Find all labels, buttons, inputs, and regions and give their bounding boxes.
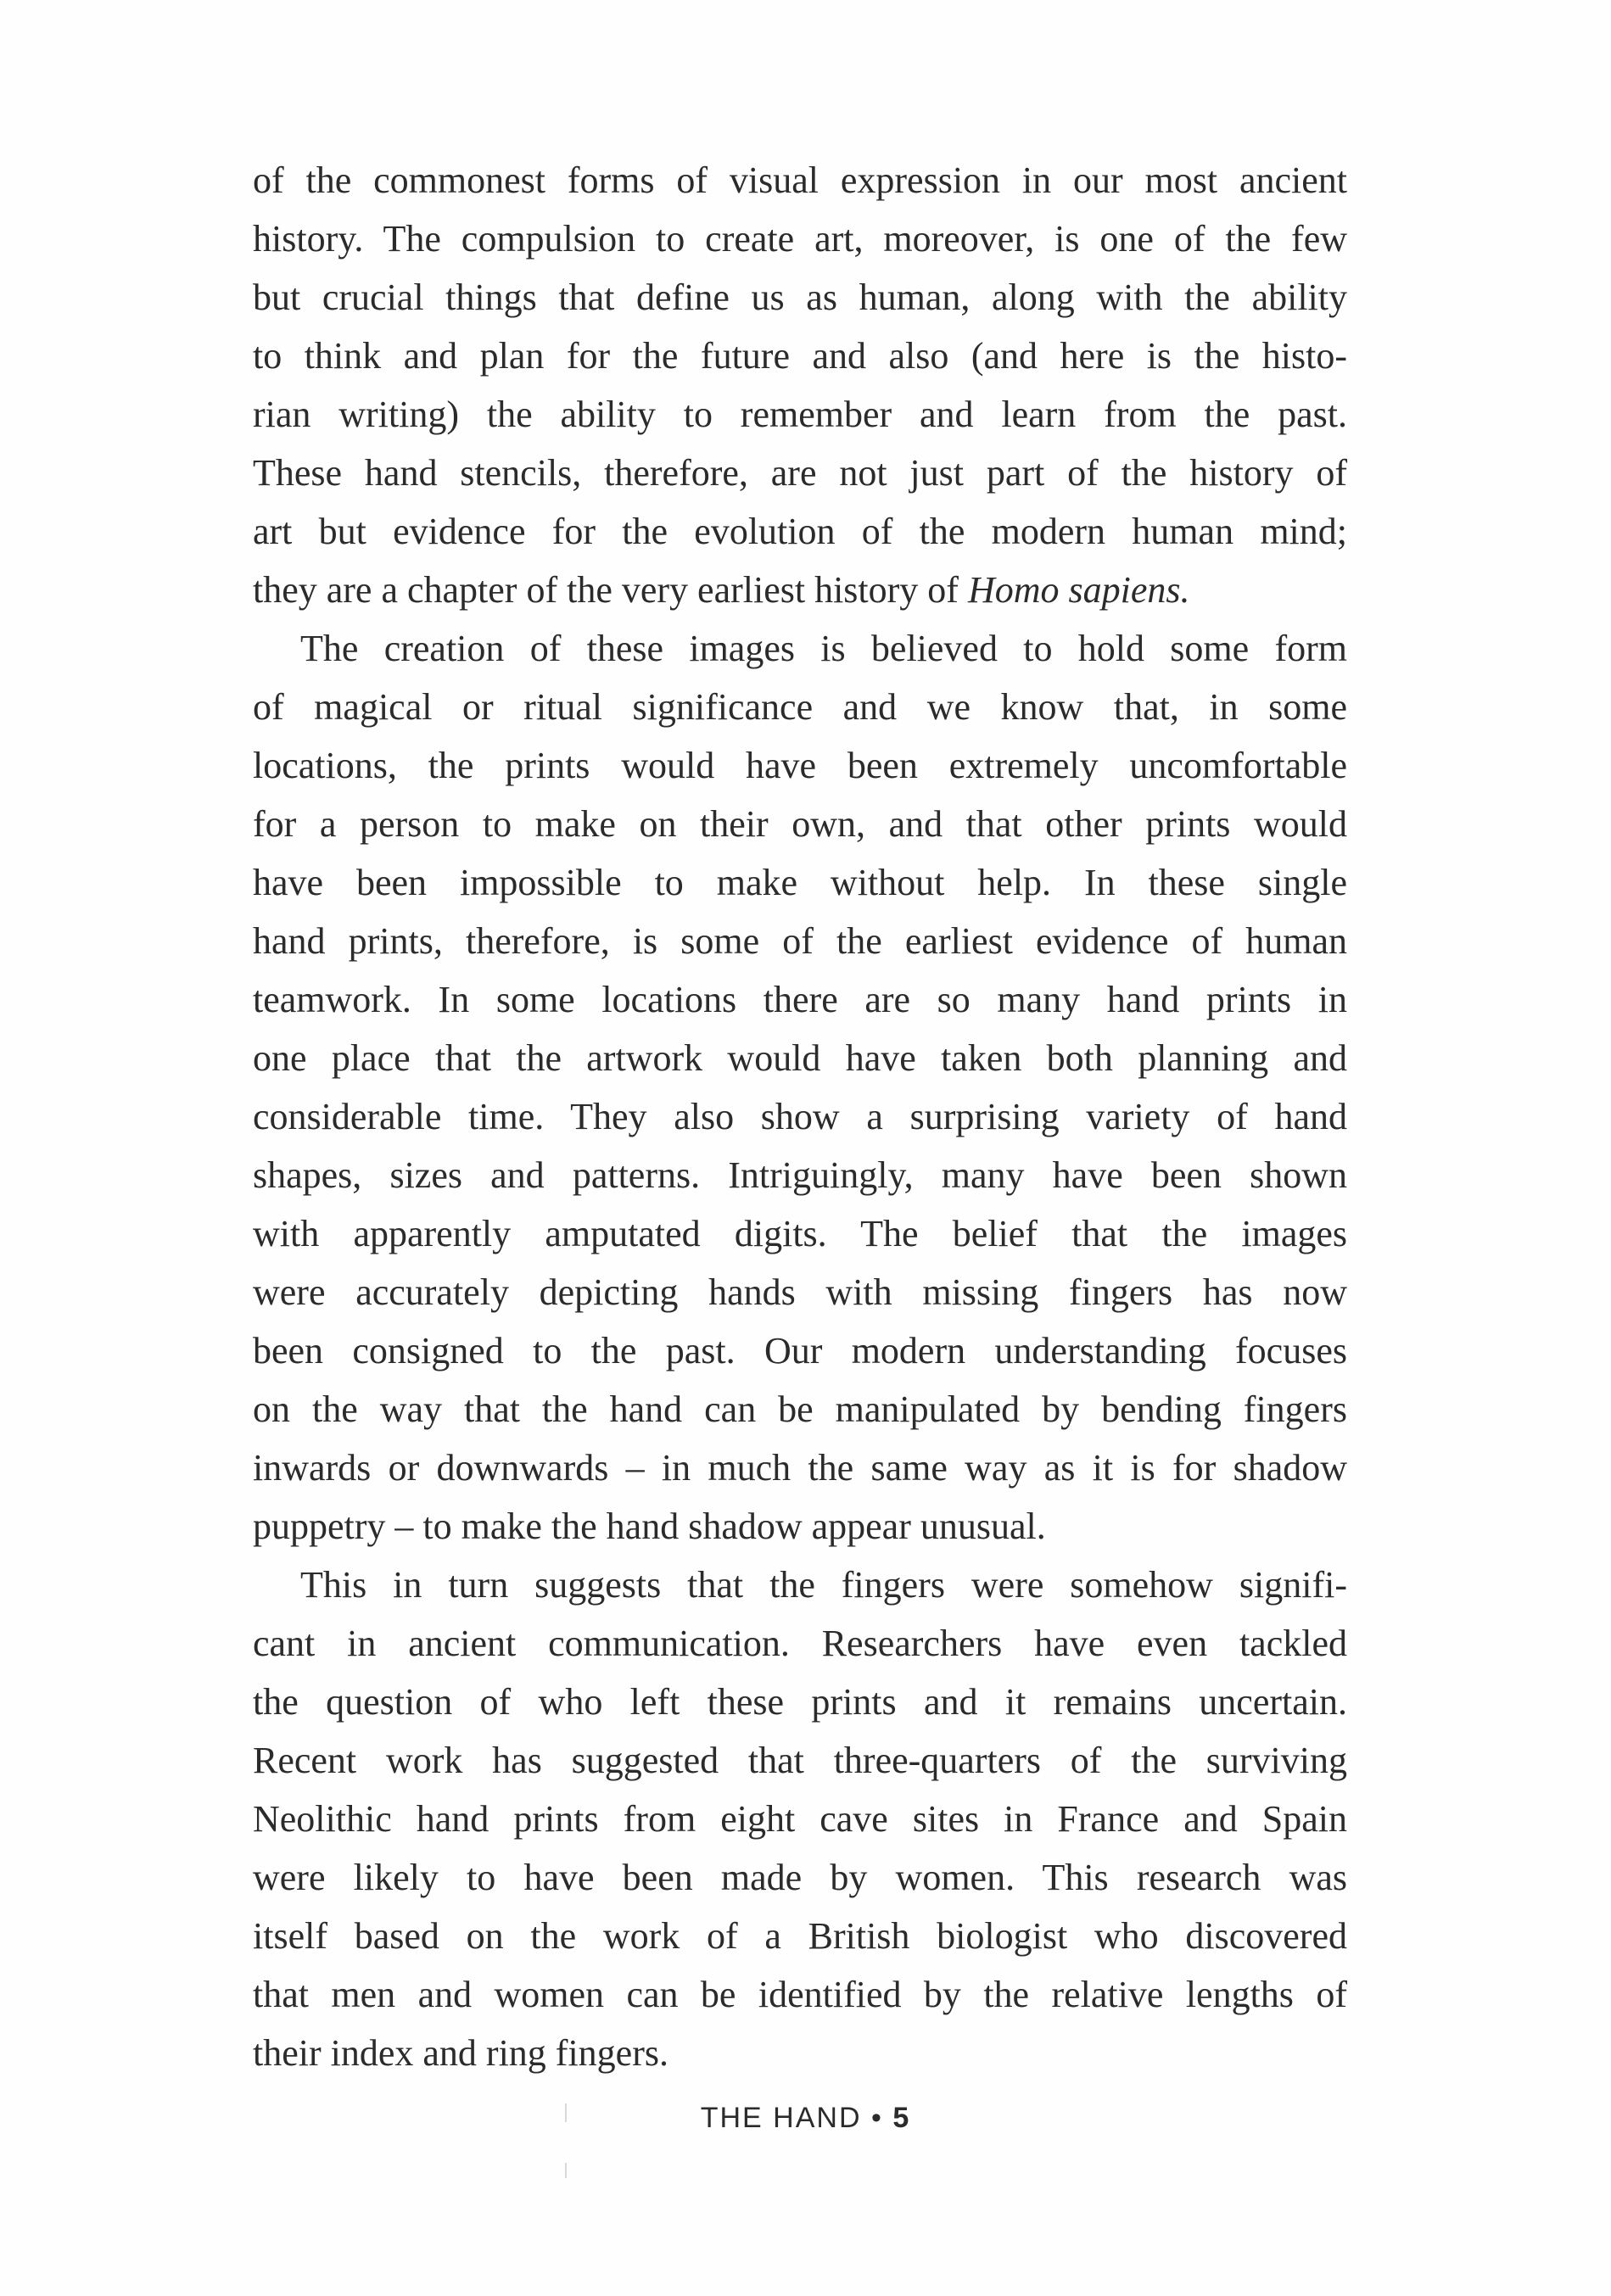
paragraph-2 (253, 619, 1347, 1556)
text-line: with apparently amputated digits. The belief that the images (253, 1213, 1347, 1254)
text-line: locations, the prints would have been extremely uncomfortable (253, 745, 1347, 786)
text-line: puppetry – to make the hand shadow appear unusual. (253, 1506, 1046, 1547)
text-line: Recent work has suggested that three-quarters of the surviving (253, 1740, 1347, 1781)
text-line: of the commonest forms of visual expression in our most ancient (253, 159, 1347, 201)
text-line: history. The compulsion to create art, moreover, is one of the few (253, 218, 1347, 260)
text-line: This in turn suggests that the fingers were somehow signifi- (300, 1564, 1347, 1606)
text-line: have been impossible to make without help. In these single (253, 862, 1347, 903)
page-number: 5 (892, 2102, 911, 2134)
text-line: were likely to have been made by women. This research was (253, 1857, 1347, 1898)
italic-species-name: Homo sapiens. (967, 569, 1190, 611)
text-line: considerable time. They also show a surprising variety of hand (253, 1096, 1347, 1137)
paragraph-1 (253, 151, 1347, 619)
footer-separator: • (870, 2102, 883, 2134)
text-line: shapes, sizes and patterns. Intriguingly, many have been shown (253, 1154, 1347, 1196)
text-line: itself based on the work of a British biologist who discovered (253, 1915, 1347, 1957)
text-line: inwards or downwards – in much the same way as it is for shadow (253, 1447, 1347, 1489)
text-line: for a person to make on their own, and that other prints would (253, 803, 1347, 845)
running-title: THE HAND (700, 2102, 862, 2134)
text-line: rian writing) the ability to remember and learn from the past. (253, 394, 1347, 435)
text-line: one place that the artwork would have taken both planning and (253, 1037, 1347, 1079)
text-line: Neolithic hand prints from eight cave sites in France and Spain (253, 1798, 1347, 1840)
text-line: hand prints, therefore, is some of the earliest evidence of human (253, 920, 1347, 962)
text-line (253, 561, 1347, 619)
body-text (253, 151, 1347, 2082)
text-line: of magical or ritual significance and we know that, in some (253, 686, 1347, 728)
text-line: cant in ancient communication. Researchers have even tackled (253, 1623, 1347, 1664)
text-line: their index and ring fingers. (253, 2032, 668, 2074)
text-line: to think and plan for the future and also (and here is the histo- (253, 335, 1347, 377)
scan-artifact-mark (565, 2163, 567, 2178)
text-line: but crucial things that define us as human, along with the ability (253, 277, 1347, 318)
text-line: These hand stencils, therefore, are not just part of the history of (253, 452, 1347, 494)
text-line: that men and women can be identified by the relative lengths of (253, 1974, 1347, 2015)
text-line-start: they are a chapter of the very earliest history of (253, 569, 968, 611)
text-line: the question of who left these prints and it remains uncertain. (253, 1681, 1347, 1723)
text-line: teamwork. In some locations there are so many hand prints in (253, 979, 1347, 1020)
text-line: been consigned to the past. Our modern understanding focuses (253, 1330, 1347, 1371)
text-line: art but evidence for the evolution of the modern human mind; (253, 511, 1347, 552)
running-footer (0, 2102, 1611, 2135)
text-line: were accurately depicting hands with missing fingers has now (253, 1271, 1347, 1313)
text-line: The creation of these images is believed to hold some form (300, 628, 1347, 669)
text-line: on the way that the hand can be manipulated by bending fingers (253, 1388, 1347, 1430)
paragraph-3 (253, 1556, 1347, 2082)
